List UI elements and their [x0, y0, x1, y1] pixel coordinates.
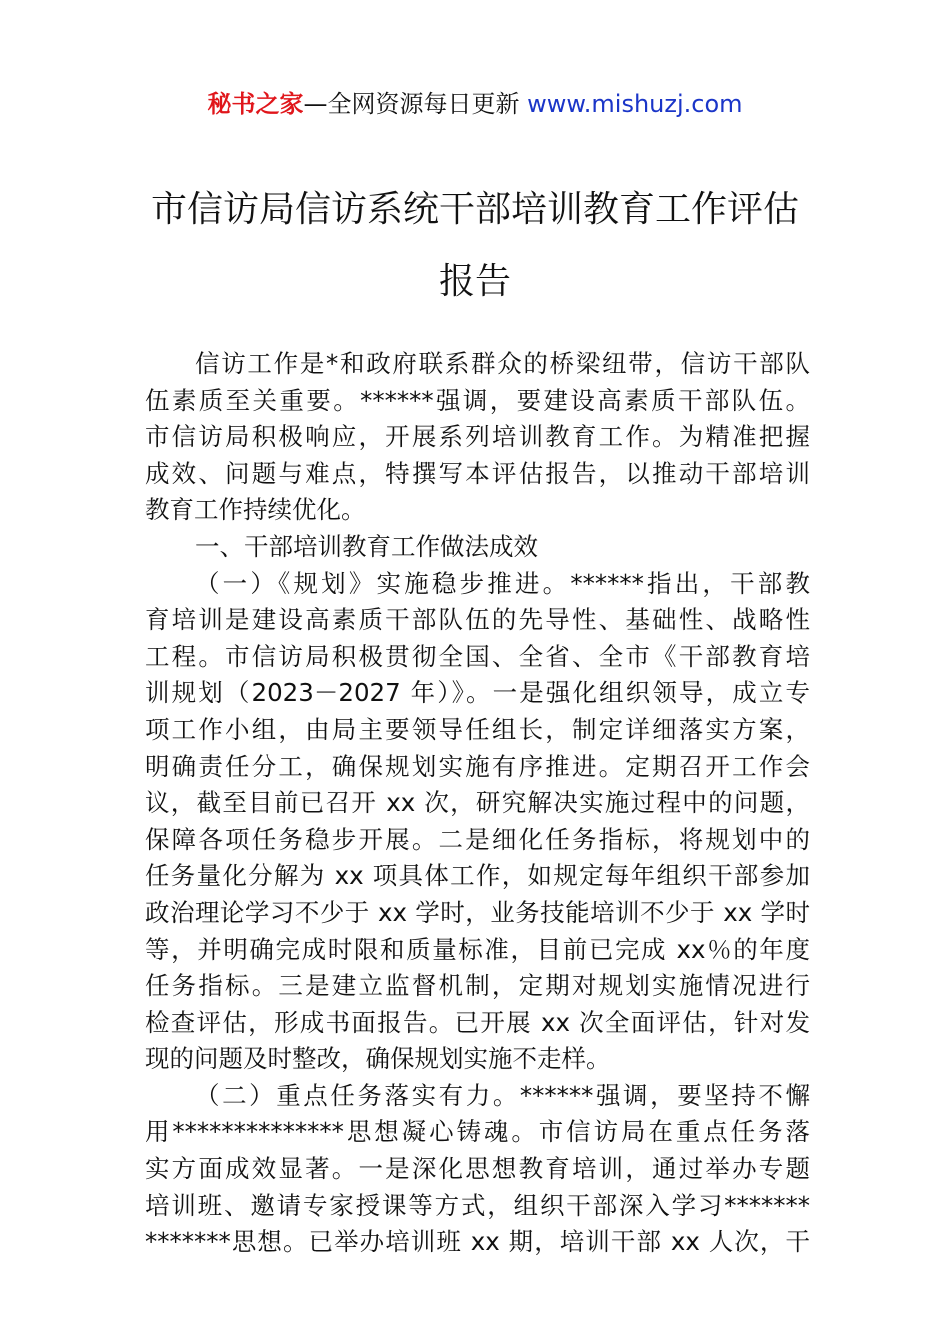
- body-line: 任务量化分解为 xx 项具体工作，如规定每年组织干部参加: [145, 861, 810, 891]
- site-header: [0, 86, 950, 122]
- body-line: 等，并明确完成时限和质量标准，目前已完成 xx％的年度: [145, 934, 810, 964]
- section-heading: 一、干部培训教育工作做法成效: [195, 531, 538, 561]
- body-line: 议，截至目前已召开 xx 次，研究解决实施过程中的问题，: [145, 788, 810, 818]
- body-line: 项工作小组，由局主要领导任组长，制定详细落实方案，: [145, 714, 810, 744]
- body-line: 信访工作是*和政府联系群众的桥梁纽带，信访干部队: [195, 349, 810, 378]
- body-line: 工程。市信访局积极贯彻全国、全省、全市《干部教育培: [145, 641, 810, 671]
- body-line: 伍素质至关重要。******强调，要建设高素质干部队伍。: [145, 385, 810, 415]
- document-title-line-1: 市信访局信访系统干部培训教育工作评估: [150, 189, 799, 230]
- body-line: 市信访局积极响应，开展系列培训教育工作。为精准把握: [145, 422, 810, 452]
- brand-name: 秘书之家: [207, 90, 304, 118]
- body-line: 明确责任分工，确保规划实施有序推进。定期召开工作会: [145, 751, 810, 781]
- body-line: 用**************思想凝心铸魂。市信访局在重点任务落: [145, 1117, 810, 1147]
- body-line: *******思想。已举办培训班 xx 期，培训干部 xx 人次，干: [145, 1227, 810, 1257]
- body-line: 培训班、邀请专家授课等方式，组织干部深入学习*******: [145, 1190, 810, 1220]
- body-line: （一）《规划》实施稳步推进。******指出，干部教: [195, 568, 810, 598]
- header-slogan: —全网资源每日更新: [303, 90, 528, 118]
- body-line: 保障各项任务稳步开展。二是细化任务指标，将规划中的: [145, 824, 810, 854]
- site-url-link[interactable]: www.mishuzj.com: [527, 90, 743, 118]
- body-line: 实方面成效显著。一是深化思想教育培训，通过举办专题: [145, 1154, 810, 1184]
- document-title-line-2: 报告: [438, 261, 511, 302]
- body-line: 教育工作持续优化。: [145, 495, 366, 525]
- document-body: [145, 346, 810, 1261]
- body-line: 政治理论学习不少于 xx 学时，业务技能培训不少于 xx 学时: [145, 897, 810, 927]
- body-line: 成效、问题与难点，特撰写本评估报告，以推动干部培训: [145, 458, 810, 488]
- body-line: 育培训是建设高素质干部队伍的先导性、基础性、战略性: [145, 605, 810, 635]
- body-line: 训规划（2023－2027 年）》。一是强化组织领导，成立专: [145, 678, 810, 708]
- body-line: （二）重点任务落实有力。******强调，要坚持不懈: [195, 1080, 810, 1110]
- body-line: 任务指标。三是建立监督机制，定期对规划实施情况进行: [145, 971, 810, 1001]
- body-line: 现的问题及时整改，确保规划实施不走样。: [145, 1044, 611, 1074]
- body-line: 检查评估，形成书面报告。已开展 xx 次全面评估，针对发: [145, 1007, 810, 1037]
